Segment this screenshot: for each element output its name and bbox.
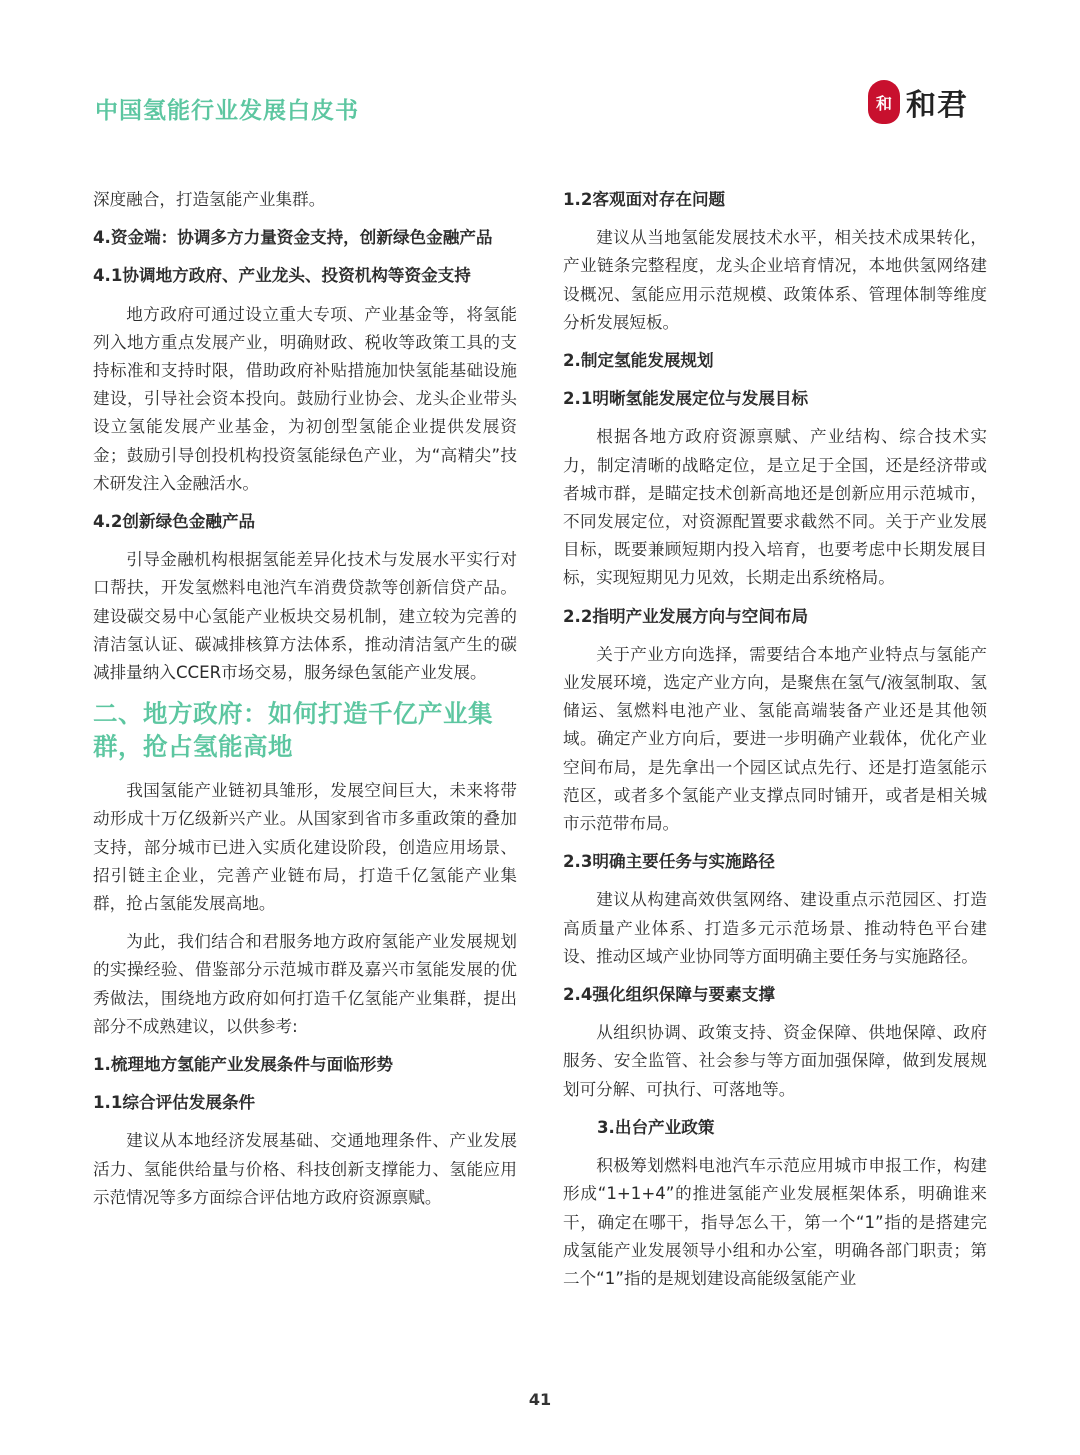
- heading-4-1: 4.1协调地方政府、产业龙头、投资机构等资金支持: [93, 266, 471, 286]
- heading-1: 1.梳理地方氢能产业发展条件与面临形势: [93, 1055, 393, 1075]
- logo-seal-icon: 和: [868, 80, 900, 124]
- document-title: 中国氢能行业发展白皮书: [95, 98, 359, 124]
- heading-4: 4.资金端：协调多方力量资金支持，创新绿色金融产品: [93, 228, 493, 248]
- paragraph-intro-1: 我国氢能产业链初具雏形，发展空间巨大，未来将带动形成十万亿级新兴产业。从国家到省市多重政策的叠加支持，部分城市已进入实质化建设阶段，创造应用场景、招引链主企业，完善产业链布局，打造千亿氢能产业集群，抢占氢能发展高地。: [93, 781, 517, 914]
- paragraph-2-4: 从组织协调、政策支持、资金保障、供地保障、政府服务、安全监管、社会参与等方面加强保障，做到发展规划可分解、可执行、可落地等。: [563, 1023, 987, 1099]
- paragraph-1-1: 建议从本地经济发展基础、交通地理条件、产业发展活力、氢能供给量与价格、科技创新支撑能力、氢能应用示范情况等多方面综合评估地方政府资源禀赋。: [93, 1131, 517, 1207]
- heading-3: 3.出台产业政策: [597, 1117, 715, 1137]
- paragraph-1-2: 建议从当地氢能发展技术水平，相关技术成果转化，产业链条完整程度，龙头企业培育情况，本地供氢网络建设概况、氢能应用示范规模、政策体系、管理体制等维度分析发展短板。: [563, 228, 987, 332]
- right-column: [563, 186, 987, 1303]
- paragraph-intro-2: 为此，我们结合和君服务地方政府氢能产业发展规划的实操经验、借鉴部分示范城市群及嘉兴市氢能发展的优秀做法，围绕地方政府如何打造千亿氢能产业集群，提出部分不成熟建议，以供参考:: [93, 932, 517, 1036]
- paragraph-4-1: 地方政府可通过设立重大专项、产业基金等，将氢能列入地方重点发展产业，明确财政、税收等政策工具的支持标准和支持时限，借助政府补贴措施加快氢能基础设施建设，引导社会资本投向。鼓励行业协会、龙头企业带头设立氢能发展产业基金，为初创型氢能企业提供发展资金；鼓励引导创投机构投资氢能绿色产业，为“高精尖”技术研发注入金融活水。: [93, 304, 517, 493]
- heading-2: 2.制定氢能发展规划: [563, 351, 714, 371]
- heading-2-4: 2.4强化组织保障与要素支撑: [563, 985, 775, 1005]
- heading-1-1: 1.1综合评估发展条件: [93, 1093, 256, 1113]
- brand-logo: [868, 80, 968, 124]
- heading-1-2: 1.2客观面对存在问题: [563, 190, 726, 209]
- paragraph-2-1: 根据各地方政府资源禀赋、产业结构、综合技术实力，制定清晰的战略定位，是立足于全国，还是经济带或者城市群，是瞄定技术创新高地还是创新应用示范城市，不同发展定位，对资源配置要求截然不同。关于产业发展目标，既要兼顾短期内投入培育，也要考虑中长期发展目标，实现短期见力见效，长期走出系统格局。: [563, 427, 987, 588]
- heading-2-3: 2.3明确主要任务与实施路径: [563, 852, 775, 872]
- left-column: [93, 186, 517, 1222]
- section-title: 二、地方政府：如何打造千亿产业集群，抢占氢能高地: [93, 699, 493, 762]
- paragraph-continued: 深度融合，打造氢能产业集群。: [93, 190, 326, 209]
- heading-2-1: 2.1明晰氢能发展定位与发展目标: [563, 389, 809, 409]
- page-number: 41: [528, 1390, 552, 1409]
- paragraph-2-3: 建议从构建高效供氢网络、建设重点示范园区、打造高质量产业体系、打造多元示范场景、推动特色平台建设、推动区域产业协同等方面明确主要任务与实施路径。: [563, 890, 987, 966]
- logo-text: 和君: [906, 88, 968, 123]
- paragraph-4-2: 引导金融机构根据氢能差异化技术与发展水平实行对口帮扶，开发氢燃料电池汽车消费贷款等创新信贷产品。建设碳交易中心氢能产业板块交易机制，建立较为完善的清洁氢认证、碳减排核算方法体系，推动清洁氢产生的碳减排量纳入CCER市场交易，服务绿色氢能产业发展。: [93, 550, 517, 683]
- heading-2-2: 2.2指明产业发展方向与空间布局: [563, 606, 809, 626]
- heading-4-2: 4.2创新绿色金融产品: [93, 512, 256, 532]
- paragraph-3: 积极筹划燃料电池汽车示范应用城市申报工作，构建形成“1+1+4”的推进氢能产业发展框架体系，明确谁来干，确定在哪干，指导怎么干，第一个“1”指的是搭建完成氢能产业发展领导小组和办公室，明确各部门职责；第二个“1”指的是规划建设高能级氢能产业: [563, 1156, 987, 1288]
- paragraph-2-2: 关于产业方向选择，需要结合本地产业特点与氢能产业发展环境，选定产业方向，是聚焦在氢气/液氢制取、氢储运、氢燃料电池产业、氢能高端装备产业还是其他领域。确定产业方向后，要进一步明确产业载体，优化产业空间布局，是先拿出一个园区试点先行、还是打造氢能示范区，或者多个氢能产业支撑点同时铺开，或者是相关城市示范带布局。: [563, 644, 987, 834]
